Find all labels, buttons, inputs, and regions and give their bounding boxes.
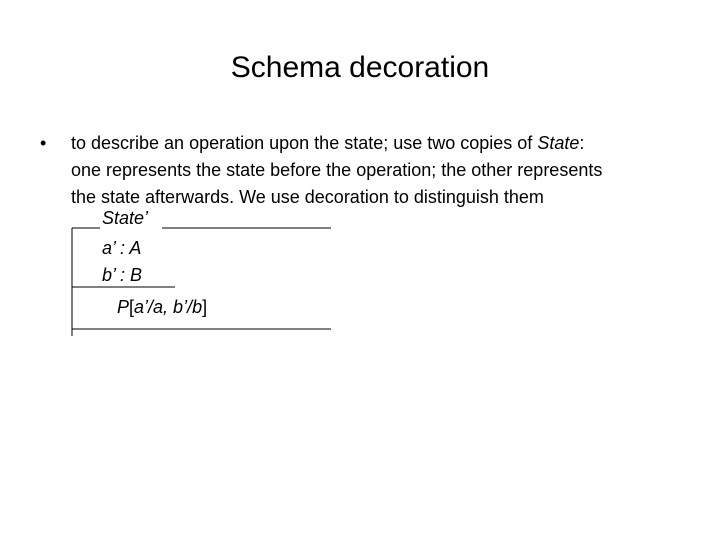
declaration-b: b’ : B bbox=[102, 265, 143, 285]
bullet-line-1-text: to describe an operation upon the state; use two copies of bbox=[71, 133, 538, 153]
bullet-line-1 bbox=[71, 130, 671, 157]
predicate-open-bracket: [ bbox=[129, 297, 135, 317]
bullet-paragraph bbox=[71, 130, 671, 211]
bullet-line-3: the state afterwards. We use decoration to distinguish them bbox=[71, 187, 544, 207]
declaration-a: a’ : A bbox=[102, 238, 142, 258]
schema-predicate bbox=[117, 296, 207, 318]
bullet-marker: • bbox=[40, 133, 47, 153]
bullet-line-2: one represents the state before the operation; the other represents bbox=[71, 160, 603, 180]
state-term: State bbox=[537, 133, 580, 153]
predicate-close-bracket: ] bbox=[202, 297, 208, 317]
schema-name: State’ bbox=[102, 208, 149, 228]
predicate-substitution: a’/a, b’/b bbox=[134, 297, 203, 317]
slide-title: Schema decoration bbox=[230, 51, 490, 84]
predicate-name: P bbox=[117, 297, 130, 317]
colon: : bbox=[579, 133, 585, 153]
